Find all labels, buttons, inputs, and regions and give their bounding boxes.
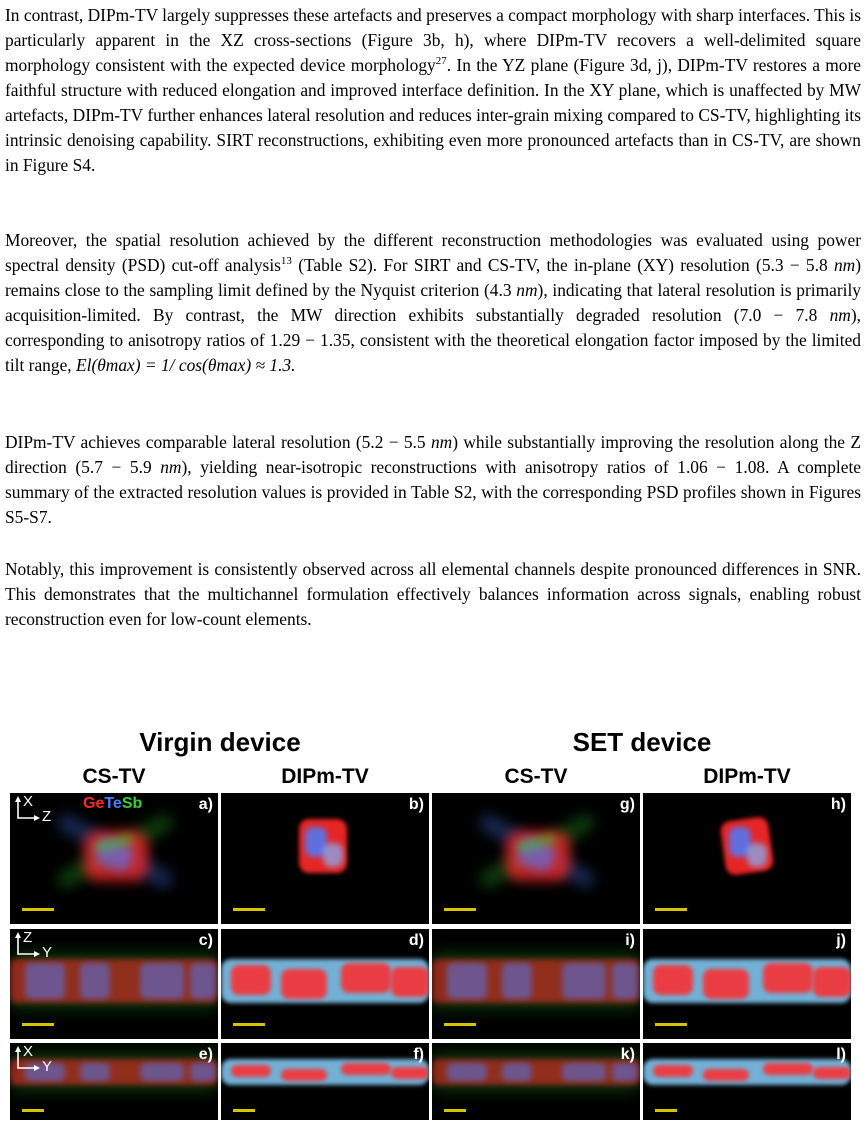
reconstruction-signal — [190, 963, 216, 999]
panel-label: c) — [198, 932, 213, 949]
reconstruction-signal — [190, 1063, 216, 1081]
panel-label: a) — [198, 796, 213, 813]
image-panel — [10, 793, 218, 924]
image-panel — [643, 929, 851, 1039]
axes-indicator — [14, 1043, 54, 1076]
panel-label: f) — [413, 1046, 424, 1063]
scale-bar — [655, 1109, 677, 1112]
unit: nm — [829, 305, 851, 325]
reconstruction-signal — [502, 963, 532, 999]
text: In contrast, DIPm-TV largely suppresses these artefacts and preserves a compact morphology with sharp interfaces. This is particularly apparent in the XZ cross-sections (Figure 3b, h), where DIPm-TV recovers a well-delimited square morphology consistent with the expected device morphology — [5, 5, 861, 75]
reconstruction-signal — [391, 967, 429, 997]
reconstruction-signal — [323, 843, 343, 867]
image-panel — [221, 929, 429, 1039]
image-panel — [643, 1043, 851, 1120]
scale-bar — [233, 908, 265, 911]
paragraph-2 — [5, 228, 861, 378]
reconstruction-signal — [231, 1065, 271, 1077]
text: ), corresponding to anisotropy ratios of 1.29 − 1.35, consistent with the theoretical elongation factor imposed by the limited tilt range, — [5, 305, 861, 375]
axes-indicator — [14, 793, 54, 826]
scale-bar — [22, 1023, 54, 1026]
axis-label-horizontal: Z — [42, 808, 52, 825]
reconstruction-signal — [341, 963, 391, 993]
scale-bar — [444, 1109, 466, 1112]
group-title-set: SET device — [572, 727, 712, 757]
axis-label-horizontal: Y — [42, 1058, 53, 1075]
axis-label-vertical: X — [23, 793, 34, 810]
group-title-virgin: Virgin device — [139, 727, 301, 757]
axis-label-vertical: Z — [23, 929, 33, 946]
axis-label-vertical: X — [23, 1043, 34, 1060]
reconstruction-signal — [653, 1065, 693, 1077]
text: Moreover, the spatial resolution achieved by the different reconstruction methodologies was evaluated using power spectral density (PSD) cut-off analysis — [5, 230, 861, 275]
reconstruction-signal — [231, 965, 271, 995]
reconstruction-signal — [341, 1063, 391, 1075]
scale-bar — [22, 1109, 44, 1112]
reconstruction-signal — [502, 1063, 532, 1081]
panel-label: l) — [836, 1046, 846, 1063]
reconstruction-signal — [763, 1063, 813, 1075]
image-panel — [221, 793, 429, 924]
axis-label-horizontal: Y — [42, 944, 53, 961]
figure-3 — [0, 725, 866, 1122]
reconstruction-signal — [140, 1063, 184, 1081]
image-panel — [10, 1043, 218, 1120]
text: ) while substantially improving the resolution along the Z direction (5.7 − 5.9 — [5, 432, 861, 477]
text: DIPm-TV achieves comparable lateral resolution (5.2 − 5.5 — [5, 432, 431, 452]
column-header: CS-TV — [82, 765, 146, 788]
scale-bar — [444, 908, 476, 911]
citation: 27 — [435, 55, 447, 68]
image-panel — [221, 1043, 429, 1120]
text: ), indicating that lateral resolution is primarily acquisition-limited. By contrast, the MW direction exhibits substantially degraded resolution (7.0 − 7.8 — [5, 280, 861, 325]
paragraph-1 — [5, 3, 861, 178]
image-panel — [432, 929, 640, 1039]
column-header: DIPm-TV — [281, 765, 369, 788]
reconstruction-signal — [25, 963, 65, 999]
reconstruction-signal — [562, 1063, 606, 1081]
scale-bar — [444, 1023, 476, 1026]
legend-sb: Sb — [121, 795, 143, 812]
paragraph-4: Notably, this improvement is consistently observed across all elemental channels despite pronounced differences in SNR. This demonstrates that the multichannel formulation effectively balances information across signals, enabling robust reconstruction even for low-count elements. — [5, 559, 861, 629]
image-panel — [643, 793, 851, 924]
legend-ge: Ge — [83, 795, 105, 812]
unit: nm — [160, 457, 182, 477]
panel-label: j) — [836, 932, 846, 949]
reconstruction-signal — [391, 1067, 429, 1079]
reconstruction-signal — [813, 1067, 851, 1079]
unit: nm — [516, 280, 538, 300]
reconstruction-signal — [80, 1063, 110, 1081]
image-panel — [432, 1043, 640, 1120]
reconstruction-signal — [763, 963, 813, 993]
reconstruction-signal — [703, 1069, 749, 1081]
image-panel — [432, 793, 640, 924]
panel-label: i) — [625, 932, 635, 949]
panel-label: k) — [620, 1046, 635, 1063]
text: (Table S2). For SIRT and CS-TV, the in-plane (XY) resolution (5.3 − 5.8 — [291, 255, 834, 275]
column-header: DIPm-TV — [703, 765, 791, 788]
citation: 13 — [280, 255, 292, 268]
reconstruction-signal — [140, 963, 184, 999]
reconstruction-signal — [447, 1063, 487, 1081]
scale-bar — [655, 908, 687, 911]
panel-label: g) — [619, 796, 635, 813]
reconstruction-signal — [653, 965, 693, 995]
paragraph-3 — [5, 430, 861, 530]
axes-indicator — [14, 929, 54, 962]
reconstruction-signal — [281, 969, 327, 999]
reconstruction-signal — [80, 963, 110, 999]
unit: nm — [833, 255, 856, 275]
panel-label: d) — [408, 932, 424, 949]
text: . In the YZ plane (Figure 3d, j), DIPm-TV restores a more faithful structure with reduced elongation and improved interface definition. In the XY plane, which is unaffected by MW artefacts, DIPm-TV further enhances lateral resolution and reduces inter-grain mixing compared to CS-TV, highlighting its intrinsic denoising capability. SIRT reconstructions, exhibiting even more pronounced artefacts than in CS-TV, are shown in Figure S4. — [5, 55, 862, 175]
panel-label: b) — [408, 796, 424, 813]
image-panel — [10, 929, 218, 1039]
reconstruction-signal — [813, 967, 851, 997]
legend-te: Te — [104, 795, 122, 812]
formula: El(θmax) = 1/ cos(θmax) ≈ 1.3. — [76, 355, 296, 375]
panel-label: e) — [198, 1046, 213, 1063]
scale-bar — [655, 1023, 687, 1026]
scale-bar — [233, 1023, 265, 1026]
reconstruction-signal — [703, 969, 749, 999]
scale-bar — [233, 1109, 255, 1112]
channel-legend — [83, 795, 142, 813]
reconstruction-signal — [447, 963, 487, 999]
reconstruction-signal — [612, 1063, 638, 1081]
text: ), yielding near-isotropic reconstructions with anisotropy ratios of 1.06 − 1.08. A complete summary of the extracted resolution values is provided in Table S2, with the corresponding PSD profiles shown in Figures S5-S7. — [5, 457, 861, 527]
text: ) remains close to the sampling limit defined by the Nyquist criterion (4.3 — [5, 255, 861, 300]
reconstruction-signal — [281, 1069, 327, 1081]
reconstruction-signal — [612, 963, 638, 999]
panel-label: h) — [830, 796, 846, 813]
scale-bar — [22, 908, 54, 911]
column-header: CS-TV — [504, 765, 568, 788]
reconstruction-signal — [747, 843, 767, 867]
unit: nm — [430, 432, 453, 452]
reconstruction-signal — [562, 963, 606, 999]
